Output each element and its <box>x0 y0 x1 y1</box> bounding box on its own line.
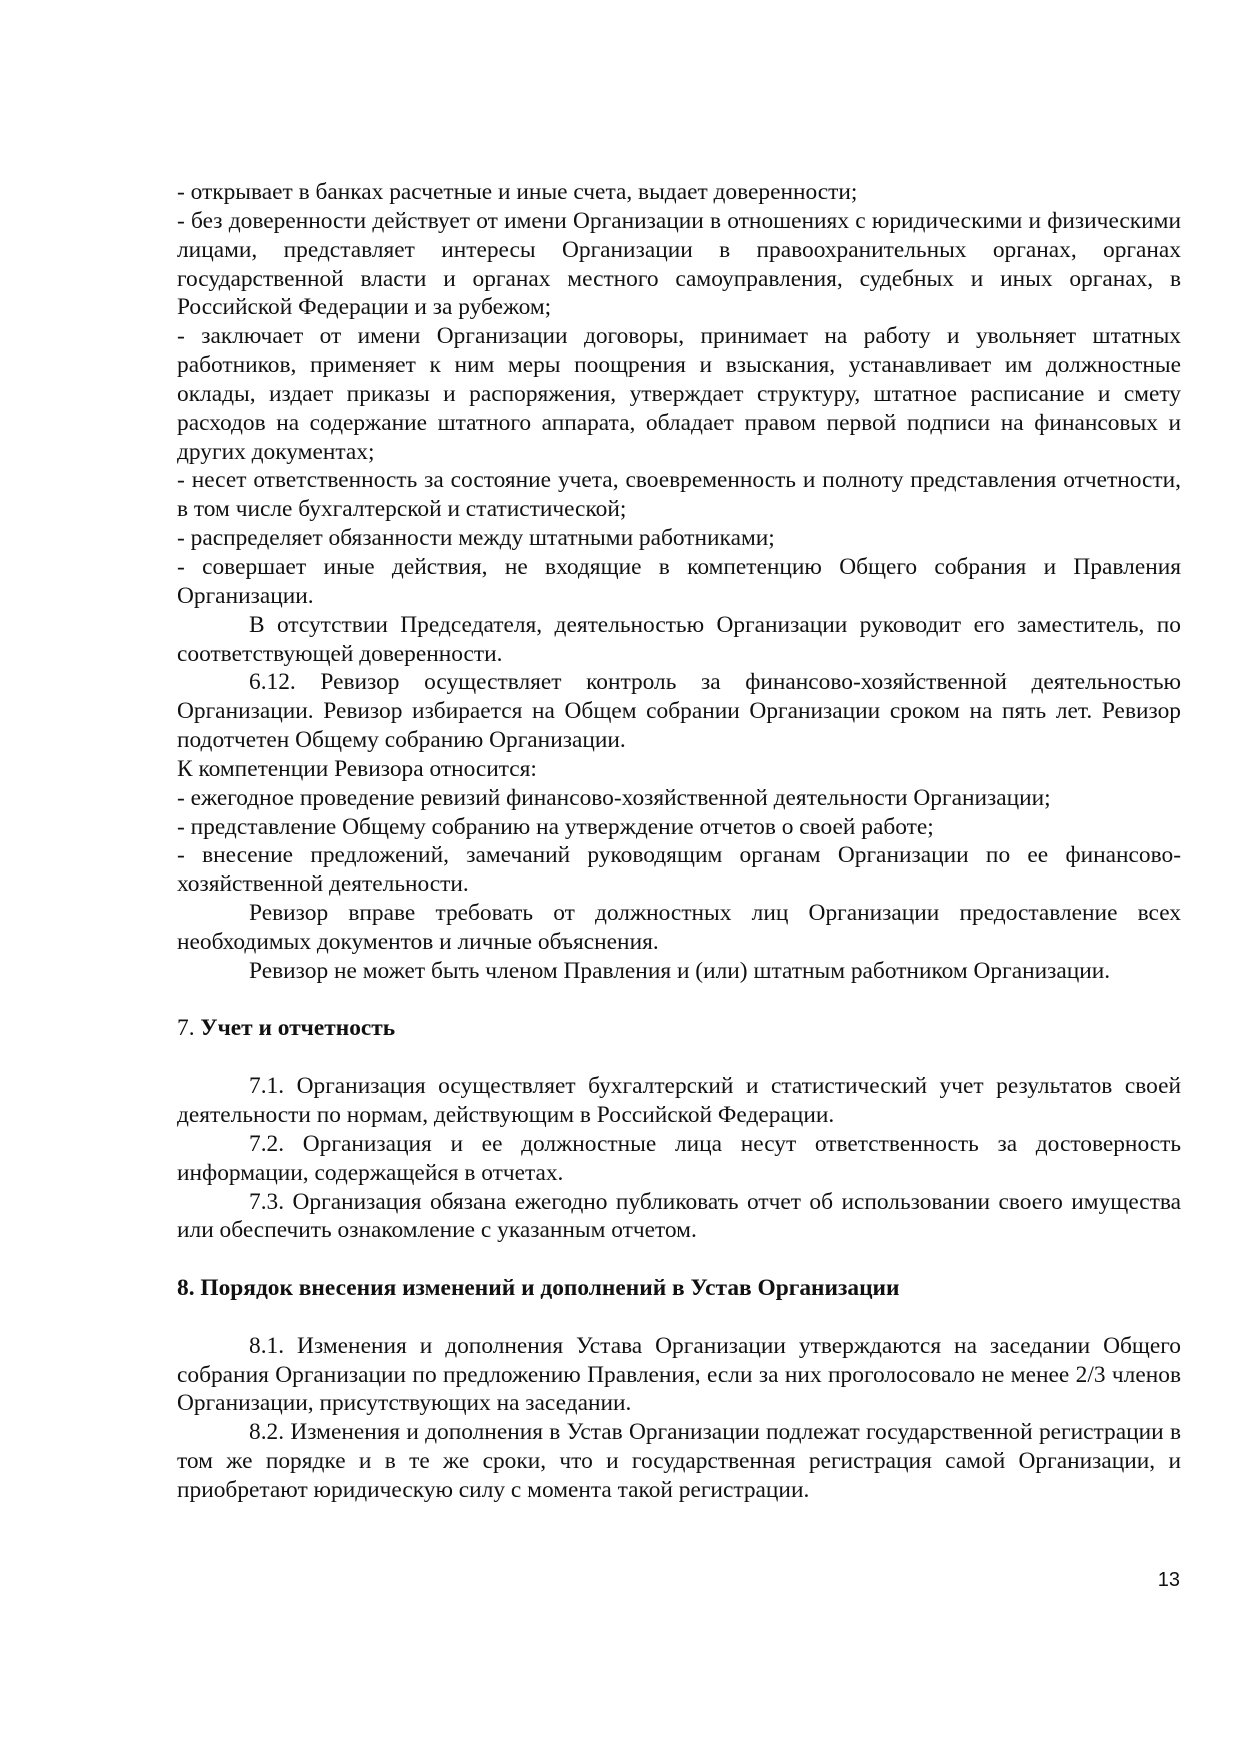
paragraph-7-1: 7.1. Организация осуществляет бухгалтерский и статистический учет результатов своей деятельности по нормам, действующим в Российской Федерации. <box>177 1073 1181 1128</box>
paragraph-8-2: 8.2. Изменения и дополнения в Устав Организации подлежат государственной регистрации в том же порядке и в те же сроки, что и государственная регистрация самой Организации, и приобретают юридическую силу с момента такой регистрации. <box>177 1419 1181 1503</box>
paragraph-conclude-contracts: - заключает от имени Организации договоры, принимает на работу и увольняет штатных работников, применяет к ним меры поощрения и взыскания, устанавливает им должностные оклады, издает приказы и распоряжения, утверждает структуру, штатное расписание и смету расходов на содержание штатного аппарата, обладает правом первой подписи на финансовых и других документах; <box>177 323 1181 465</box>
paragraph-8-1: 8.1. Изменения и дополнения Устава Организации утверждаются на заседании Общего собрания Организации по предложению Правления, если за них проголосовало не менее 2/3 членов Организации, присутствующих на заседании. <box>177 1332 1181 1417</box>
paragraph-auditor-restriction: Ревизор не может быть членом Правления и (или) штатным работником Организации. <box>249 957 1111 984</box>
spacer <box>177 1303 1181 1332</box>
section-8-title: 8. Порядок внесения изменений и дополнений в Устав Организации <box>177 1275 900 1302</box>
paragraph-distribute-duties: - распределяет обязанности между штатными работниками; <box>177 525 775 552</box>
paragraph-auditor-competence: К компетенции Ревизора относится: <box>177 755 537 782</box>
section-7-number: 7 <box>177 1015 189 1042</box>
paragraph-auditor-rights: Ревизор вправе требовать от должностных лиц Организации предоставление всех необходимых документов и личные объяснения. <box>177 900 1181 955</box>
paragraph-other-actions: - совершает иные действия, не входящие в компетенцию Общего собрания и Правления Организации. <box>177 553 1181 609</box>
paragraph-open-accounts: - открывает в банках расчетные и иные счета, выдает доверенности; <box>177 179 858 205</box>
paragraph-submit-reports: - представление Общему собранию на утверждение отчетов о своей работе; <box>177 813 934 840</box>
spacer <box>177 986 1181 1015</box>
paragraph-6-12-auditor: 6.12. Ревизор осуществляет контроль за финансово-хозяйственной деятельностью Организации. Ревизор избирается на Общем собрании Организации сроком на пять лет. Ревизор подотчетен Общему собранию Организации. <box>177 669 1181 754</box>
paragraph-annual-audits: - ежегодное проведение ревизий финансово-хозяйственной деятельности Организации; <box>177 784 1051 811</box>
paragraph-submit-proposals: - внесение предложений, замечаний руководящим органам Организации по ее финансово-хозяйственной деятельности. <box>177 842 1181 898</box>
section-7-separator: . <box>188 1015 201 1042</box>
page-number: 13 <box>1157 1569 1180 1591</box>
spacer <box>177 1043 1181 1072</box>
spacer <box>177 1245 1181 1274</box>
paragraph-7-2: 7.2. Организация и ее должностные лица несут ответственность за достоверность информации, содержащейся в отчетах. <box>177 1130 1181 1186</box>
paragraph-chairman-absence: В отсутствии Председателя, деятельностью Организации руководит его заместитель, по соответствующей доверенности. <box>177 611 1181 667</box>
paragraph-7-3: 7.3. Организация обязана ежегодно публиковать отчет об использовании своего имущества или обеспечить ознакомление с указанным отчетом. <box>177 1188 1181 1244</box>
section-7-heading <box>177 1014 1181 1043</box>
paragraph-act-without-power-of-attorney: - без доверенности действует от имени Организации в отношениях с юридическими и физическими лицами, представляет интересы Организации в правоохранительных органах, органах государственной власти и органах местного самоуправления, судебных и иных органах, в Российской Федерации и за рубежом; <box>177 207 1181 321</box>
section-8-heading <box>177 1274 1181 1303</box>
paragraph-responsibility-accounting: - несет ответственность за состояние учета, своевременность и полноту представления отчетности, в том числе бухгалтерской и статистической; <box>177 467 1181 523</box>
document-body <box>177 178 1181 1505</box>
section-7-title: Учет и отчетность <box>200 1015 396 1042</box>
